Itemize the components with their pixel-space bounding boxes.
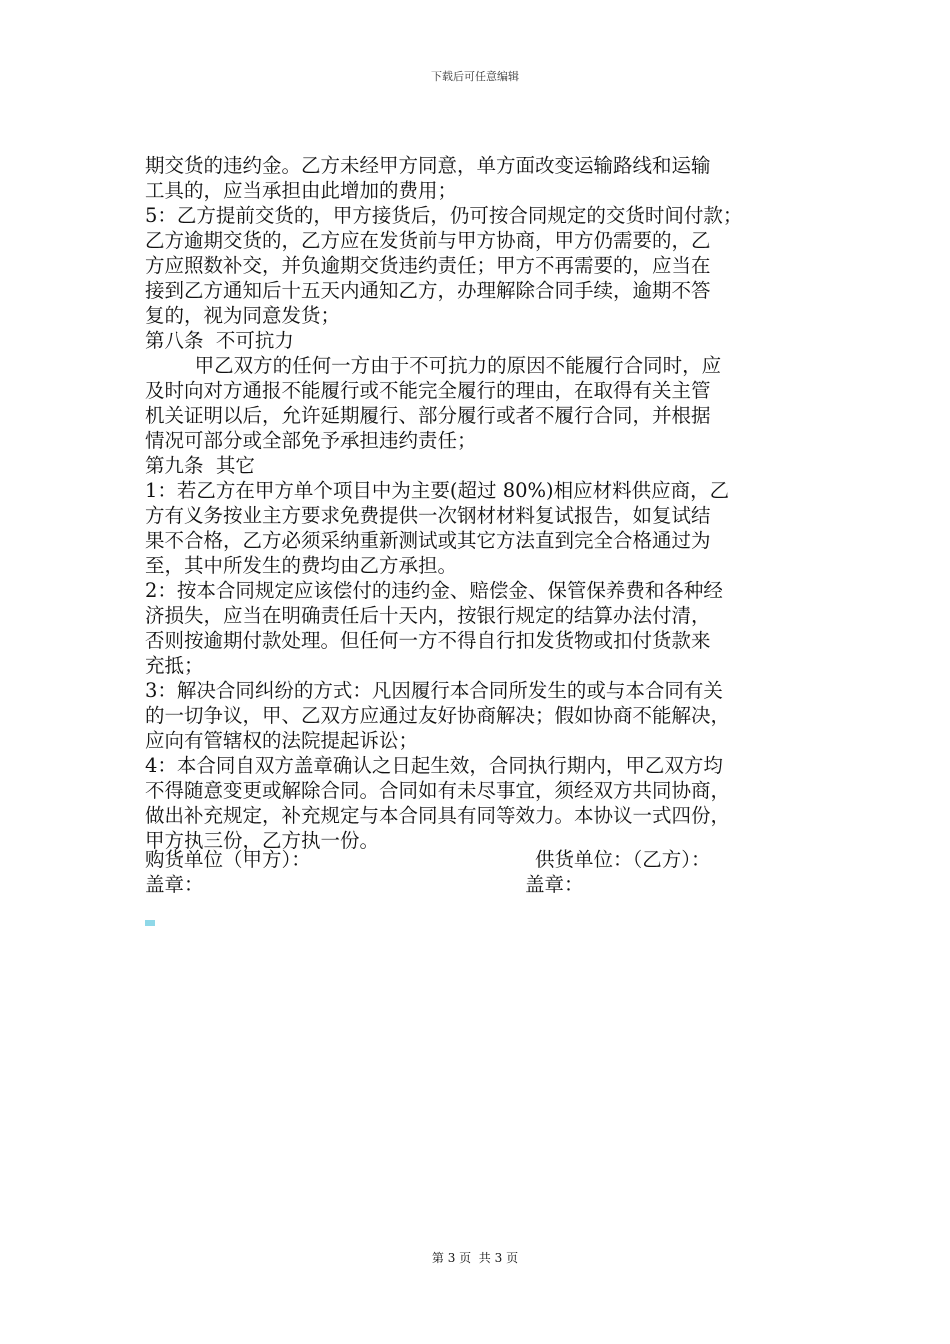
body-line: 接到乙方通知后十五天内通知乙方，办理解除合同手续，逾期不答 [145, 279, 711, 302]
buyer-seal-label: 盖章： [145, 873, 204, 896]
body-line: 至，其中所发生的费均由乙方承担。 [145, 554, 458, 577]
body-line: 否则按逾期付款处理。但任何一方不得自行扣发货物或扣付货款来 [145, 629, 711, 652]
clause-4-line: 4：本合同自双方盖章确认之日起生效，合同执行期内，甲乙双方均 [145, 754, 723, 777]
clause-1-line: 1：若乙方在甲方单个项目中为主要(超过 80%)相应材料供应商，乙 [145, 479, 730, 502]
article-9-heading: 第九条 其它 [145, 454, 255, 477]
body-line: 应向有管辖权的法院提起诉讼； [145, 729, 419, 752]
body-line: 甲乙双方的任何一方由于不可抗力的原因不能履行合同时，应 [145, 354, 722, 377]
body-line: 复的，视为同意发货； [145, 304, 341, 327]
body-line: 不得随意变更或解除合同。合同如有未尽事宜，须经双方共同协商， [145, 779, 731, 802]
seller-seal-label: 盖章： [525, 873, 584, 896]
body-line: 工具的，应当承担由此增加的费用； [145, 179, 458, 202]
clause-5-line: 5：乙方提前交货的，甲方接货后，仍可按合同规定的交货时间付款； [145, 204, 743, 227]
seller-label: 供货单位：（乙方）： [535, 848, 711, 871]
body-line: 甲方执三份，乙方执一份。 [145, 829, 380, 852]
body-line: 及时向对方通报不能履行或不能完全履行的理由，在取得有关主管 [145, 379, 711, 402]
page-header: 下载后可任意编辑 [431, 70, 519, 83]
body-line: 情况可部分或全部免予承担违约责任； [145, 429, 477, 452]
body-line: 的一切争议，甲、乙双方应通过友好协商解决；假如协商不能解决， [145, 704, 731, 727]
contract-body [145, 153, 825, 853]
body-line: 方应照数补交，并负逾期交货违约责任；甲方不再需要的，应当在 [145, 254, 711, 277]
article-8-heading: 第八条 不可抗力 [145, 329, 294, 352]
body-line: 期交货的违约金。乙方未经甲方同意，单方面改变运输路线和运输 [145, 154, 711, 177]
body-line: 充抵； [145, 654, 204, 677]
body-line: 方有义务按业主方要求免费提供一次钢材材料复试报告，如复试结 [145, 504, 711, 527]
clause-3-line: 3：解决合同纠纷的方式：凡因履行本合同所发生的或与本合同有关 [145, 679, 723, 702]
body-line: 做出补充规定，补充规定与本合同具有同等效力。本协议一式四份， [145, 804, 731, 827]
page-footer: 第 3 页 共 3 页 [431, 1251, 519, 1265]
body-line: 机关证明以后，允许延期履行、部分履行或者不履行合同，并根据 [145, 404, 711, 427]
buyer-label: 购货单位（甲方）： [145, 848, 311, 871]
body-line: 济损失，应当在明确责任后十天内，按银行规定的结算办法付清， [145, 604, 711, 627]
body-line: 果不合格，乙方必须采纳重新测试或其它方法直到完全合格通过为 [145, 529, 711, 552]
clause-2-line: 2：按本合同规定应该偿付的违约金、赔偿金、保管保养费和各种经 [145, 579, 723, 602]
text-cursor-marker [145, 920, 155, 926]
body-line: 乙方逾期交货的，乙方应在发货前与甲方协商，甲方仍需要的，乙 [145, 229, 711, 252]
